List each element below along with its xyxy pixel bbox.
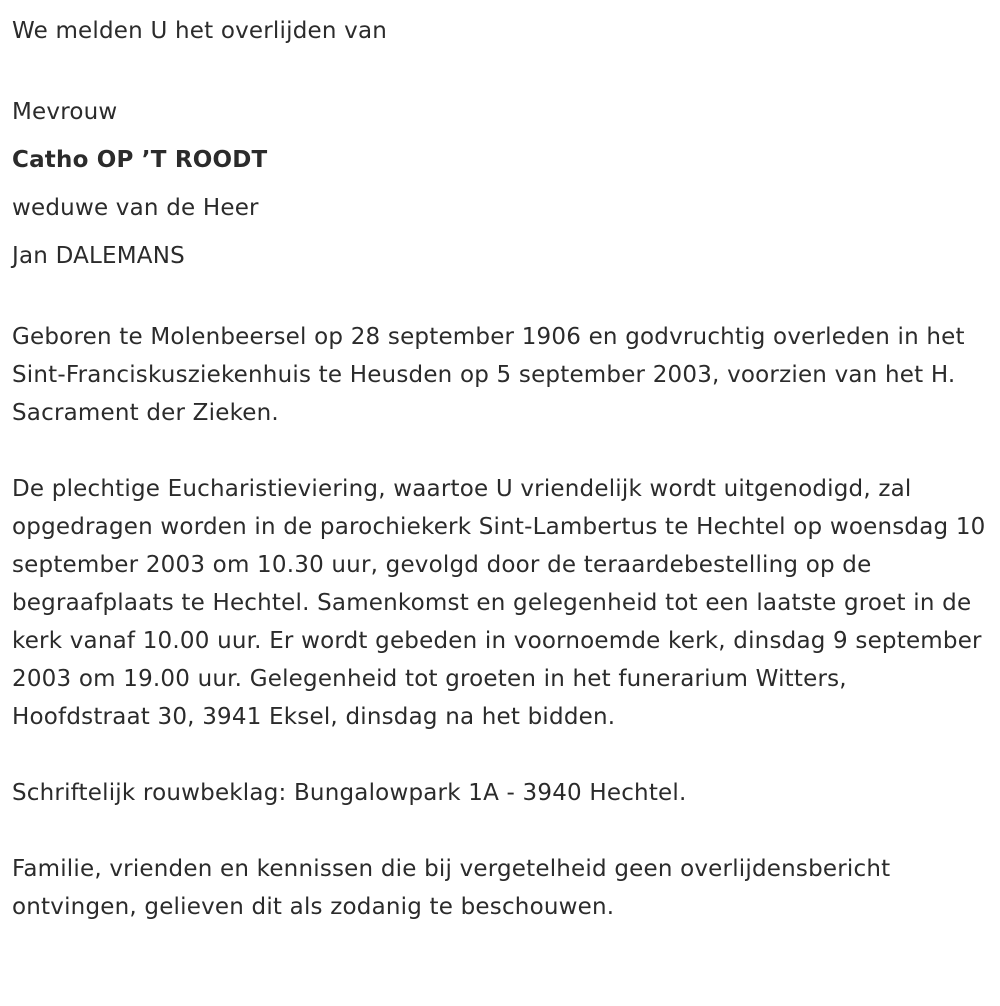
spouse-name: Jan DALEMANS [12,243,185,269]
deceased-header-block [12,88,990,280]
deceased-name: Catho OP ’T ROODT [12,147,268,173]
paragraph-apology-notice: Familie, vrienden en kennissen die bij vergetelheid geen overlijdensbericht ontvingen, gelieven dit als zodanig te beschouwen. [12,856,891,920]
paragraph-condolence-address: Schriftelijk rouwbeklag: Bungalowpark 1A - 3940 Hechtel. [12,780,687,806]
deceased-relation: weduwe van de Heer [12,195,259,221]
paragraph-funeral-service: De plechtige Eucharistieviering, waartoe U vriendelijk wordt uitgenodigd, zal opgedragen worden in de parochiekerk Sint-Lambertus te Hechtel op woensdag 10 september 2003 om 10.30 uur, gevolgd door de teraardebestelling op de begraafplaats te Hechtel. Samenkomst en gelegenheid tot een laatste groet in de kerk vanaf 10.00 uur. Er wordt gebeden in voornoemde kerk, dinsdag 9 september 2003 om 19.00 uur. Gelegenheid tot groeten in het funerarium Witters, Hoofdstraat 30, 3941 Eksel, dinsdag na het bidden. [12,476,986,730]
announcement-intro: We melden U het overlijden van [12,18,388,44]
deceased-salutation: Mevrouw [12,99,118,125]
death-announcement-document [12,12,990,926]
paragraph-birth-death: Geboren te Molenbeersel op 28 september 1906 en godvruchtig overleden in het Sint-Franciskusziekenhuis te Heusden op 5 september 2003, voorzien van het H. Sacrament der Zieken. [12,324,965,426]
